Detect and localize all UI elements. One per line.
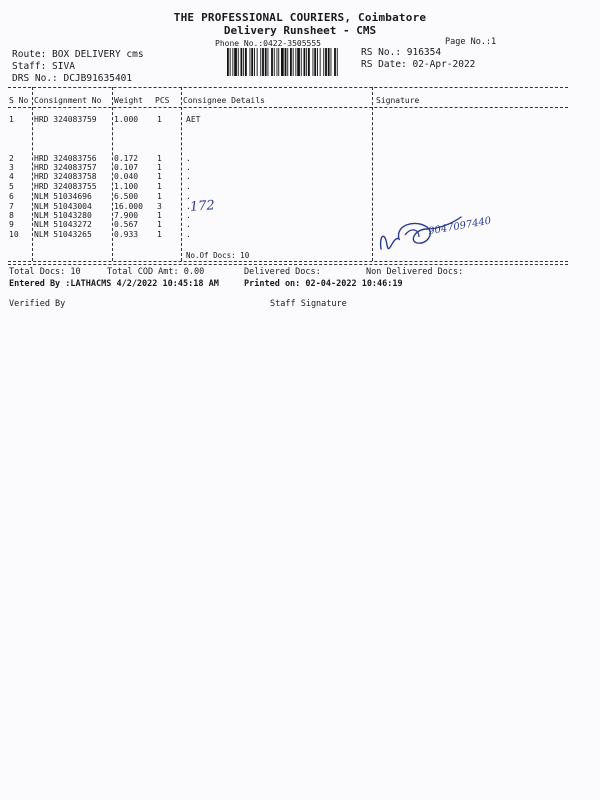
- verified-by: Verified By: [9, 299, 66, 309]
- barcode-icon: [227, 48, 339, 76]
- row-pcs: 1: [157, 163, 162, 172]
- no-of-docs: No.Of Docs: 10: [186, 251, 250, 260]
- row-consignee: AET: [186, 115, 201, 124]
- row-sno: 8: [9, 211, 14, 220]
- row-sno: 4: [9, 172, 14, 181]
- row-sno: 1: [9, 115, 14, 124]
- row-consignee: .: [186, 230, 191, 239]
- handwritten-phone: 9047097440: [427, 215, 493, 238]
- table-header-rule: [8, 107, 568, 108]
- row-consignment-no: HRD 324083757: [34, 163, 97, 172]
- header-consignee: Consignee Details: [183, 96, 265, 105]
- staff-signature: Staff Signature: [270, 299, 347, 309]
- row-weight: 1.000: [114, 115, 139, 124]
- col-divider: [181, 87, 182, 261]
- phone-number: Phone No.:0422-3505555: [215, 39, 321, 48]
- entered-by: Entered By :LATHACMS 4/2/2022 10:45:18 AM: [9, 279, 219, 289]
- row-consignment-no: NLM 51043004: [34, 202, 92, 211]
- delivered-docs: Delivered Docs:: [244, 267, 321, 277]
- col-divider: [372, 87, 373, 261]
- row-sno: 10: [9, 230, 19, 239]
- page-number: Page No.:1: [445, 37, 497, 47]
- document-subtitle: Delivery Runsheet - CMS: [223, 24, 377, 37]
- rs-number: RS No.: 916354: [361, 47, 442, 58]
- row-weight: 0.040: [114, 172, 139, 181]
- row-consignment-no: NLM 51043272: [34, 220, 92, 229]
- row-consignment-no: NLM 51034696: [34, 192, 92, 201]
- row-sno: 3: [9, 163, 14, 172]
- row-sno: 2: [9, 154, 14, 163]
- drs-number: DRS No.: DCJB91635401: [12, 73, 133, 84]
- row-weight: 1.100: [114, 182, 139, 191]
- header-pcs: PCS: [155, 96, 170, 105]
- row-consignee: .: [186, 220, 191, 229]
- row-consignee: .: [186, 211, 191, 220]
- route-label: Route: BOX DELIVERY cms: [12, 49, 144, 60]
- row-pcs: 3: [157, 202, 162, 211]
- row-consignee: .: [186, 163, 191, 172]
- non-delivered-docs: Non Delivered Docs:: [366, 267, 464, 277]
- row-consignee: .: [186, 172, 191, 181]
- table-top-rule: [8, 87, 568, 88]
- handwritten-note: 172: [189, 198, 216, 215]
- total-cod: Total COD Amt: 0.00: [107, 267, 205, 277]
- row-consignee: .: [186, 192, 191, 201]
- col-divider: [112, 87, 113, 261]
- row-consignment-no: NLM 51043265: [34, 230, 92, 239]
- row-consignment-no: HRD 324083755: [34, 182, 97, 191]
- printed-on: Printed on: 02-04-2022 10:46:19: [244, 279, 403, 289]
- total-docs: Total Docs: 10: [9, 267, 81, 277]
- table-bottom-rule: [8, 261, 568, 262]
- row-weight: 0.567: [114, 220, 139, 229]
- row-sno: 5: [9, 182, 14, 191]
- row-sno: 7: [9, 202, 14, 211]
- row-sno: 6: [9, 192, 14, 201]
- company-title: THE PROFESSIONAL COURIERS, Coimbatore: [173, 11, 427, 24]
- row-weight: 16.000: [114, 202, 143, 211]
- signature-scribble-icon: [375, 205, 465, 265]
- row-consignee: .: [186, 202, 191, 211]
- staff-label: Staff: SIVA: [12, 61, 75, 72]
- row-consignee: .: [186, 154, 191, 163]
- row-weight: 0.107: [114, 163, 139, 172]
- row-pcs: 1: [157, 230, 162, 239]
- row-pcs: 1: [157, 115, 162, 124]
- row-weight: 7.900: [114, 211, 139, 220]
- col-divider: [32, 87, 33, 261]
- row-consignment-no: HRD 324083759: [34, 115, 97, 124]
- header-weight: Weight: [114, 96, 143, 105]
- row-pcs: 1: [157, 182, 162, 191]
- row-pcs: 1: [157, 211, 162, 220]
- row-pcs: 1: [157, 154, 162, 163]
- row-consignee: .: [186, 182, 191, 191]
- row-consignment-no: HRD 324083758: [34, 172, 97, 181]
- header-consignment: Consignment No: [34, 96, 102, 105]
- row-pcs: 1: [157, 192, 162, 201]
- header-sno: S No: [9, 96, 29, 105]
- row-consignment-no: HRD 324083756: [34, 154, 97, 163]
- row-weight: 0.172: [114, 154, 139, 163]
- rs-date: RS Date: 02-Apr-2022: [361, 59, 476, 70]
- row-sno: 9: [9, 220, 14, 229]
- row-weight: 0.933: [114, 230, 139, 239]
- header-signature: Signature: [376, 96, 420, 105]
- row-weight: 6.500: [114, 192, 139, 201]
- row-pcs: 1: [157, 172, 162, 181]
- table-bottom-rule-2: [8, 264, 568, 265]
- row-consignment-no: NLM 51043280: [34, 211, 92, 220]
- row-pcs: 1: [157, 220, 162, 229]
